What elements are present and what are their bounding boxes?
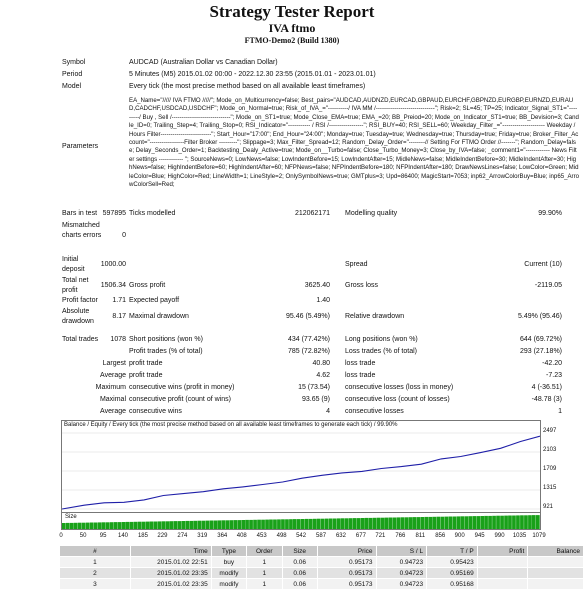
size-bar [484,516,488,529]
average-pt-value: 4.62 [316,372,330,379]
size-bar [102,522,106,529]
period-row [0,69,584,80]
server-name: FTMO-Demo2 (Build 1380) [244,36,340,45]
max-cw-label: consecutive wins (profit in money) [129,384,235,391]
size-bar [209,521,213,530]
deal-size: 0.06 [282,579,317,590]
deal-price: 0.95173 [317,568,376,579]
size-bar [429,517,433,529]
size-bar [70,523,74,529]
size-bar [508,516,512,530]
avg-cl-value: 1 [558,408,562,415]
y-tick-label: 921 [543,504,554,510]
size-bar [492,516,496,529]
col-tp: T / P [427,546,478,557]
size-bar [190,521,194,529]
size-bar [365,518,369,529]
size-bar [425,517,429,529]
x-tick-label: 0 [59,533,63,539]
size-bar [182,521,186,529]
size-bar [313,519,317,529]
long-value: 644 (69.72%) [519,336,562,343]
size-bar [118,522,122,529]
table-row [60,557,584,568]
deal-number: 1 [60,557,131,568]
size-bar [213,521,217,530]
size-bar [257,520,261,529]
y-tick-label: 2497 [543,428,557,434]
size-bar [448,517,452,530]
trades-value: 1078 [110,336,126,343]
size-bar [500,516,504,529]
mismatch-value: 0 [122,232,126,239]
deal-type: buy [211,557,246,568]
size-bar [488,516,492,529]
table-row [60,579,584,590]
short-label: Short positions (won %) [129,336,203,343]
size-bar [158,521,162,529]
quality-value: 99.90% [538,210,562,217]
expert-name: IVA ftmo [268,21,316,35]
size-bar [86,523,90,529]
deal-type: modify [211,579,246,590]
size-bar [532,515,536,529]
size-bar [373,518,377,529]
deal-number: 3 [60,579,131,590]
mismatch-label: Mismatched charts errors [62,222,102,239]
parameters-value: EA_Name="///// IVA FTMO /////"; Mode_on_Multicurrency=false; Best_pairs="AUDCAD,AUDNZD,EURCAD,GBPAUD,EURCHF,GBPNZD,EURGBP,EURNZD,EURAUD,CADCHF,USDCAD,USDCHF"; Mode_on_Normal=true; Risk_of_IVA_="----------/ IVA MM /-----------------------------"; Risk=2; SL=45; TP=25; Indicator_Signal_ST1="---------/ Buy , Sell /-----------------------------"; Mode_on_ST1=true; Mode_Close_EMA=true; EMA_=20; BB_Preiod=20; Mode_on_Indicator_ST1=true; BB_Devision=3; Candle_ID=0; Trailing_Step=4; Trailing_Stop=0; RSI_Indicator="----------- / RSI /-----------------"; RSI_BUY=40; RSI_SELL=60; Weekday_Filter_="--------------------- Weekday /Hours Filter-------------------------"; Start_Hour="17:00"; End_Hour="24:00"; Monday=true; Tuesday=true; Wednesday=true; Thursday=true; Friday=true; Broker_Filter_Account="-----------------Filter Broker ---------"; Slippage=3; Max_Filter_Spread=12; Random_Delay_Order="--------// Setting For FTMO Order //-------"; Random_Delay=false; Delay_Seconds_Order=1; Backtesting_Dealy_Active=true; Mode_on__Turbo=false; Close_Turbo_Money=3; Close_by_IVA=false; _comment1="------------ News Filter settings ------------ "; SourceNews=0; LowNews=false; LowIndentBefore=15; LowIndentAfter=15; MidleNews=false; MidleIndentBefore=30; MidleIndentAfter=30; HighNews=false; HighIndentBefore=60; HighIndentAfter=60; NFPNews=false; NFPIndentBefore=180; NFPIndentAfter=180; DrawNewsLines=false; LowColor=Green; MidleColor=Blue; HighColor=Red; LineWidth=1; LineStyle=2; OnlySymbolNews=true; GMTplus=3; Upd=86400; MagicStart=7053; inp62_ArrowColorBuy=Blue; inp65_ArrowColorSell=Red; [129,97,580,189]
ptrades-label: Profit trades (% of total) [129,348,203,355]
grossloss-value: -2119.05 [534,282,562,289]
size-bar [297,519,301,529]
size-bar [397,517,401,529]
size-bar [361,518,365,529]
deal-order: 1 [247,579,282,590]
size-bar [524,515,528,529]
size-bar [150,522,154,530]
size-bar [432,517,436,529]
x-tick-label: 1079 [532,533,546,539]
size-chart-plot [62,513,540,529]
size-bar [421,517,425,529]
size-bar [114,522,118,529]
deal-balance [528,579,584,590]
size-bar [138,522,142,529]
x-tick-label: 721 [375,533,386,539]
col-profit: Profit [477,546,528,557]
grossloss-label: Gross loss [345,282,379,289]
size-bar [170,521,174,529]
ltrades-value: 293 (27.18%) [519,348,562,355]
symbol-row [0,57,584,68]
size-bar [385,518,389,529]
size-bar [341,518,345,529]
average-pt-label: profit trade [129,372,163,379]
mxl-cp-label: consecutive profit (count of wins) [129,396,231,403]
absdd-label: Absolute drawdown [62,308,94,325]
deal-balance [528,568,584,579]
report-title: Strategy Tester Report [209,2,375,21]
size-bar [480,516,484,529]
size-bar [201,521,205,529]
size-bar [122,522,126,529]
x-tick-label: 229 [157,533,168,539]
size-bar [393,518,397,530]
size-bar [353,518,357,529]
chart-legend: Balance / Equity / Every tick (the most precise method based on all available least timeframes to generate each tick) / 99.90% [64,422,398,428]
size-bar [186,521,190,529]
size-bar [205,521,209,529]
size-bar [154,522,158,530]
size-bar [536,515,540,529]
grossprofit-value: 3625.40 [304,282,330,289]
size-bar [217,520,221,529]
size-bar [357,518,361,529]
x-tick-label: 542 [296,533,307,539]
size-bar [301,519,305,529]
size-bar [345,518,349,529]
size-bar [126,522,130,529]
spread-label: Spread [345,261,368,268]
size-bar [337,518,341,529]
size-bar [289,519,293,529]
deal-profit [477,568,528,579]
size-bar [496,516,500,529]
maxdd-label: Maximal drawdown [129,313,189,320]
x-axis [59,533,546,543]
size-bar [94,523,98,530]
x-tick-label: 587 [316,533,327,539]
ep-label: Expected payoff [129,297,180,304]
deal-tp: 0.95169 [427,568,478,579]
period-value: 5 Minutes (M5) 2015.01.02 00:00 - 2022.12.30 23:55 (2015.01.01 - 2023.01.01) [129,71,376,78]
period-label: Period [62,71,83,78]
model-label: Model [62,83,82,90]
size-bar [277,519,281,529]
size-bar [472,516,476,529]
size-bar [381,518,385,529]
x-tick-label: 95 [99,533,107,539]
size-bar [78,523,82,529]
size-bar [237,520,241,529]
size-chart [61,512,541,530]
model-row [0,81,584,92]
x-tick-label: 319 [197,533,208,539]
size-bar [528,515,532,529]
y-tick-label: 1315 [543,485,557,491]
size-bar [281,519,285,529]
size-bar [249,520,253,529]
long-label: Long positions (won %) [345,336,418,343]
quality-label: Modelling quality [345,210,398,217]
model-value: Every tick (the most precise method based on all available least timeframes) [129,83,366,90]
size-bar [325,519,329,529]
size-bar [440,517,444,529]
size-bar [197,521,201,529]
average-label: Average [100,372,126,379]
x-tick-label: 185 [137,533,148,539]
col-balance: Balance [528,546,584,557]
deal-size: 0.06 [282,568,317,579]
col-type: Type [211,546,246,557]
col-size: Size [282,546,317,557]
balance-chart [61,420,541,520]
x-tick-label: 408 [236,533,247,539]
size-bar [293,519,297,529]
y-tick-label: 1709 [543,466,557,472]
x-tick-label: 900 [454,533,465,539]
x-tick-label: 632 [335,533,346,539]
size-bar [193,521,197,529]
size-bar [464,516,468,529]
deal-time: 2015.01.02 22:51 [130,557,211,568]
deposit-value: 1000.00 [100,261,126,268]
col-sl: S / L [376,546,427,557]
deals-header-row [60,546,584,557]
symbol-value: AUDCAD (Australian Dollar vs Canadian Dollar) [129,59,278,66]
deal-size: 0.06 [282,557,317,568]
size-bar [233,520,237,529]
mxl-cl-label: consecutive loss (count of losses) [345,396,450,403]
size-bar [134,522,138,529]
size-bar [401,517,405,529]
size-bar [329,519,333,530]
size-bar [90,523,94,530]
x-tick-label: 498 [276,533,287,539]
deal-sl: 0.94723 [376,568,427,579]
size-bar [516,515,520,529]
size-bar [74,523,78,529]
mxl-cp-value: 93.65 (9) [301,396,330,403]
size-bar [66,523,70,529]
x-tick-label: 945 [474,533,485,539]
deal-time: 2015.01.02 23:35 [130,568,211,579]
deal-sl: 0.94723 [376,557,427,568]
largest-label: Largest [102,360,126,367]
size-bar [369,518,373,529]
deal-profit [477,557,528,568]
short-value: 434 (77.42%) [287,336,330,343]
x-tick-label: 1035 [512,533,527,539]
col-time: Time [130,546,211,557]
deposit-label: Initial deposit [62,256,85,273]
x-tick-label: 990 [494,533,505,539]
size-bar [253,520,257,529]
deal-order: 1 [247,557,282,568]
parameters-label: Parameters [62,143,99,150]
netprofit-value: 1506.34 [100,282,126,289]
size-bar [178,521,182,529]
deal-profit [477,579,528,590]
table-row [60,568,584,579]
size-bar [413,517,417,529]
size-bar [241,520,245,529]
size-bar [142,522,146,529]
size-bar [512,516,516,530]
mxl-cl-value: -48.78 (3) [531,396,562,403]
x-tick-label: 811 [415,533,426,539]
netprofit-label: Total net profit [62,277,89,294]
max-cl-label: consecutive losses (loss in money) [345,384,454,391]
avg2-label: Average [100,408,126,415]
size-bar [166,521,170,529]
size-bar [389,518,393,530]
x-tick-label: 677 [355,533,366,539]
size-bar [417,517,421,529]
size-bar [309,519,313,529]
deal-balance [528,557,584,568]
size-bar [436,517,440,529]
size-bar [333,519,337,530]
largest-lt-value: -42.20 [542,360,562,367]
ep-value: 1.40 [316,297,330,304]
deal-number: 2 [60,568,131,579]
reldd-value: 5.49% (95.46) [518,313,562,320]
x-tick-label: 50 [79,533,87,539]
average-lt-value: -7.23 [546,372,562,379]
size-bar [476,516,480,529]
size-bar [452,517,456,530]
size-bar [174,521,178,529]
size-bar [504,516,508,529]
size-bar [130,522,134,529]
size-bar [273,520,277,530]
deal-tp: 0.95168 [427,579,478,590]
x-tick-label: 364 [217,533,228,539]
col-number: # [60,546,131,557]
col-price: Price [317,546,376,557]
size-bar [460,516,464,529]
size-bar [106,522,110,529]
absdd-value: 8.17 [112,313,126,320]
deal-order: 1 [247,568,282,579]
size-bar [321,519,325,529]
size-bar [285,519,289,529]
average-lt-label: loss trade [345,372,376,379]
maxdd-value: 95.46 (5.49%) [286,313,330,320]
ticks-value: 212062171 [294,210,330,217]
bars-label: Bars in test [62,210,98,217]
deal-tp: 0.95423 [427,557,478,568]
deal-price: 0.95173 [317,557,376,568]
x-tick-label: 453 [256,533,267,539]
series-line-balance [62,436,540,509]
size-bar [409,517,413,529]
size-bar [225,520,229,529]
size-bar [456,516,460,529]
y-tick-label: 2103 [543,447,557,453]
largest-pt-value: 40.80 [312,360,330,367]
spread-value: Current (10) [524,261,562,268]
size-bar [269,520,273,530]
size-bar [349,518,353,529]
size-bar [229,520,233,529]
ptrades-value: 785 (72.82%) [287,348,330,355]
size-bar [82,523,86,529]
size-bar [221,520,225,529]
avg-cw-value: 4 [326,408,330,415]
size-bar [444,517,448,529]
size-label: Size [65,514,77,520]
size-bar [146,522,150,529]
max-cl-value: 4 (-36.51) [531,384,562,391]
size-bar [520,515,524,529]
trades-label: Total trades [62,336,99,343]
reldd-label: Relative drawdown [345,313,405,320]
size-bar [261,520,265,529]
deal-type: modify [211,568,246,579]
avg-cw-label: consecutive wins [129,408,182,415]
pf-value: 1.71 [112,297,126,304]
size-bar [110,522,114,529]
deal-time: 2015.01.02 23:35 [130,579,211,590]
deals-table [59,545,584,590]
ltrades-label: Loss trades (% of total) [345,348,417,355]
maximum-label: Maximum [95,384,126,391]
symbol-label: Symbol [62,59,86,66]
bars-value: 597895 [102,210,126,217]
size-bar [98,522,102,529]
col-order: Order [247,546,282,557]
x-tick-label: 140 [118,533,129,539]
size-bar [377,518,381,529]
x-tick-label: 766 [395,533,406,539]
x-tick-label: 274 [177,533,188,539]
ticks-label: Ticks modelled [129,210,176,217]
avg-cl-label: consecutive losses [345,408,404,415]
x-tick-label: 856 [435,533,446,539]
deal-sl: 0.94723 [376,579,427,590]
size-bar [265,520,269,529]
largest-pt-label: profit trade [129,360,163,367]
deal-price: 0.95173 [317,579,376,590]
size-bar [317,519,321,529]
size-bar [162,521,166,529]
grossprofit-label: Gross profit [129,282,166,289]
max-cw-value: 15 (73.54) [298,384,330,391]
size-bar [405,517,409,529]
size-bar [468,516,472,529]
pf-label: Profit factor [62,297,98,304]
largest-lt-label: loss trade [345,360,376,367]
maximal-label: Maximal [99,396,126,403]
balance-chart-plot [62,421,540,519]
size-bar [245,520,249,529]
size-bar [62,523,66,529]
size-bar [305,519,309,529]
